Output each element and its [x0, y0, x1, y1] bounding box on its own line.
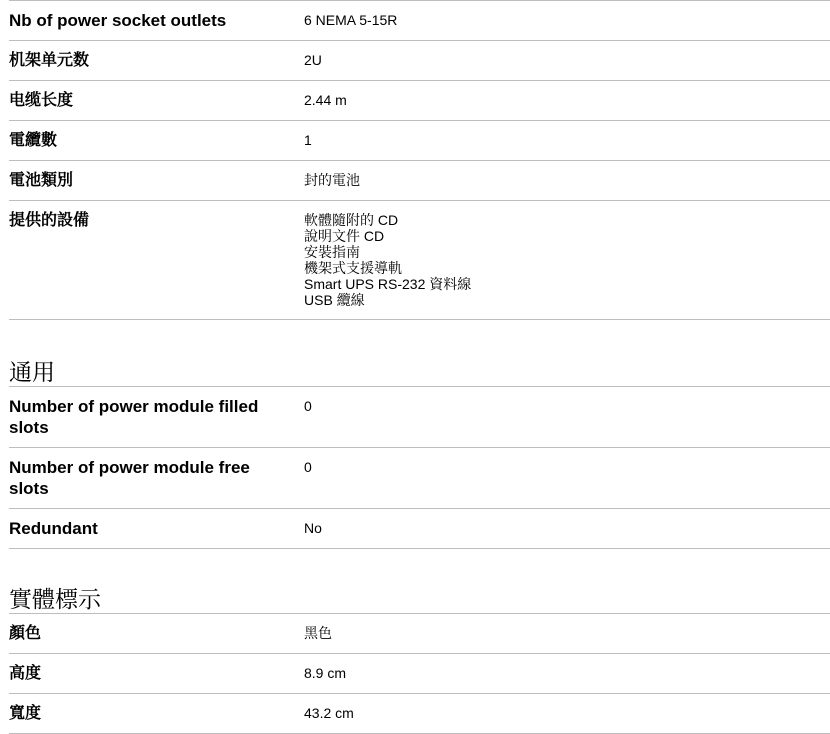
row-label: 電池類別 — [9, 161, 304, 201]
value-line: 說明文件 CD — [304, 228, 385, 244]
spec-table-general-power — [9, 1, 830, 320]
row-value — [304, 201, 830, 320]
value-line: 軟體隨附的 CD — [304, 212, 399, 228]
row-value — [304, 121, 830, 161]
section-title-general: 通用 — [9, 359, 55, 385]
value-line: 43.2 cm — [304, 705, 354, 721]
value-line: 封的電池 — [304, 172, 360, 188]
row-label: 提供的設備 — [9, 201, 304, 320]
row-label: 高度 — [9, 654, 304, 694]
value-line: 6 NEMA 5-15R — [304, 12, 398, 28]
table-row — [9, 161, 830, 201]
value-line: No — [304, 520, 322, 536]
section-title-physical: 實體標示 — [9, 586, 101, 612]
row-label: 電纜數 — [9, 121, 304, 161]
row-label-text: Number of power module filled slots — [9, 397, 259, 437]
row-label — [9, 448, 304, 509]
table-row — [9, 1, 830, 41]
row-label: 电缆长度 — [9, 81, 304, 121]
spec-table-general — [9, 387, 830, 549]
value-line: 8.9 cm — [304, 665, 347, 681]
table-row — [9, 614, 830, 654]
spec-table-physical — [9, 614, 830, 734]
value-line: 2U — [304, 52, 322, 68]
table-row — [9, 694, 830, 734]
table-row — [9, 81, 830, 121]
value-line: 0 — [304, 398, 312, 414]
row-value — [304, 694, 830, 734]
row-value — [304, 509, 830, 549]
spec-sheet — [9, 0, 830, 734]
row-value — [304, 448, 830, 509]
table-row — [9, 121, 830, 161]
row-label: 机架单元数 — [9, 41, 304, 81]
row-label-text: Number of power module free slots — [9, 458, 250, 498]
table-row — [9, 201, 830, 320]
section-spacer — [9, 320, 830, 358]
value-line: 2.44 m — [304, 92, 347, 108]
table-row — [9, 387, 830, 448]
value-line: 0 — [304, 459, 312, 475]
table-row — [9, 448, 830, 509]
value-line: 機架式支援導軌 — [304, 260, 402, 276]
value-line: 黑色 — [304, 625, 332, 641]
row-label: 顏色 — [9, 614, 304, 654]
table-row — [9, 41, 830, 81]
row-value — [304, 1, 830, 41]
row-label — [9, 387, 304, 448]
row-value — [304, 654, 830, 694]
row-value — [304, 81, 830, 121]
row-value — [304, 41, 830, 81]
row-label: Redundant — [9, 509, 304, 549]
value-line: USB 纜線 — [304, 292, 365, 308]
row-value — [304, 387, 830, 448]
row-value — [304, 161, 830, 201]
row-label: Nb of power socket outlets — [9, 1, 304, 41]
value-line: 1 — [304, 132, 312, 148]
table-row — [9, 509, 830, 549]
section-spacer — [9, 549, 830, 585]
table-row — [9, 654, 830, 694]
value-line: Smart UPS RS-232 資料線 — [304, 276, 472, 292]
row-label: 寬度 — [9, 694, 304, 734]
row-value — [304, 614, 830, 654]
value-line: 安裝指南 — [304, 244, 360, 260]
